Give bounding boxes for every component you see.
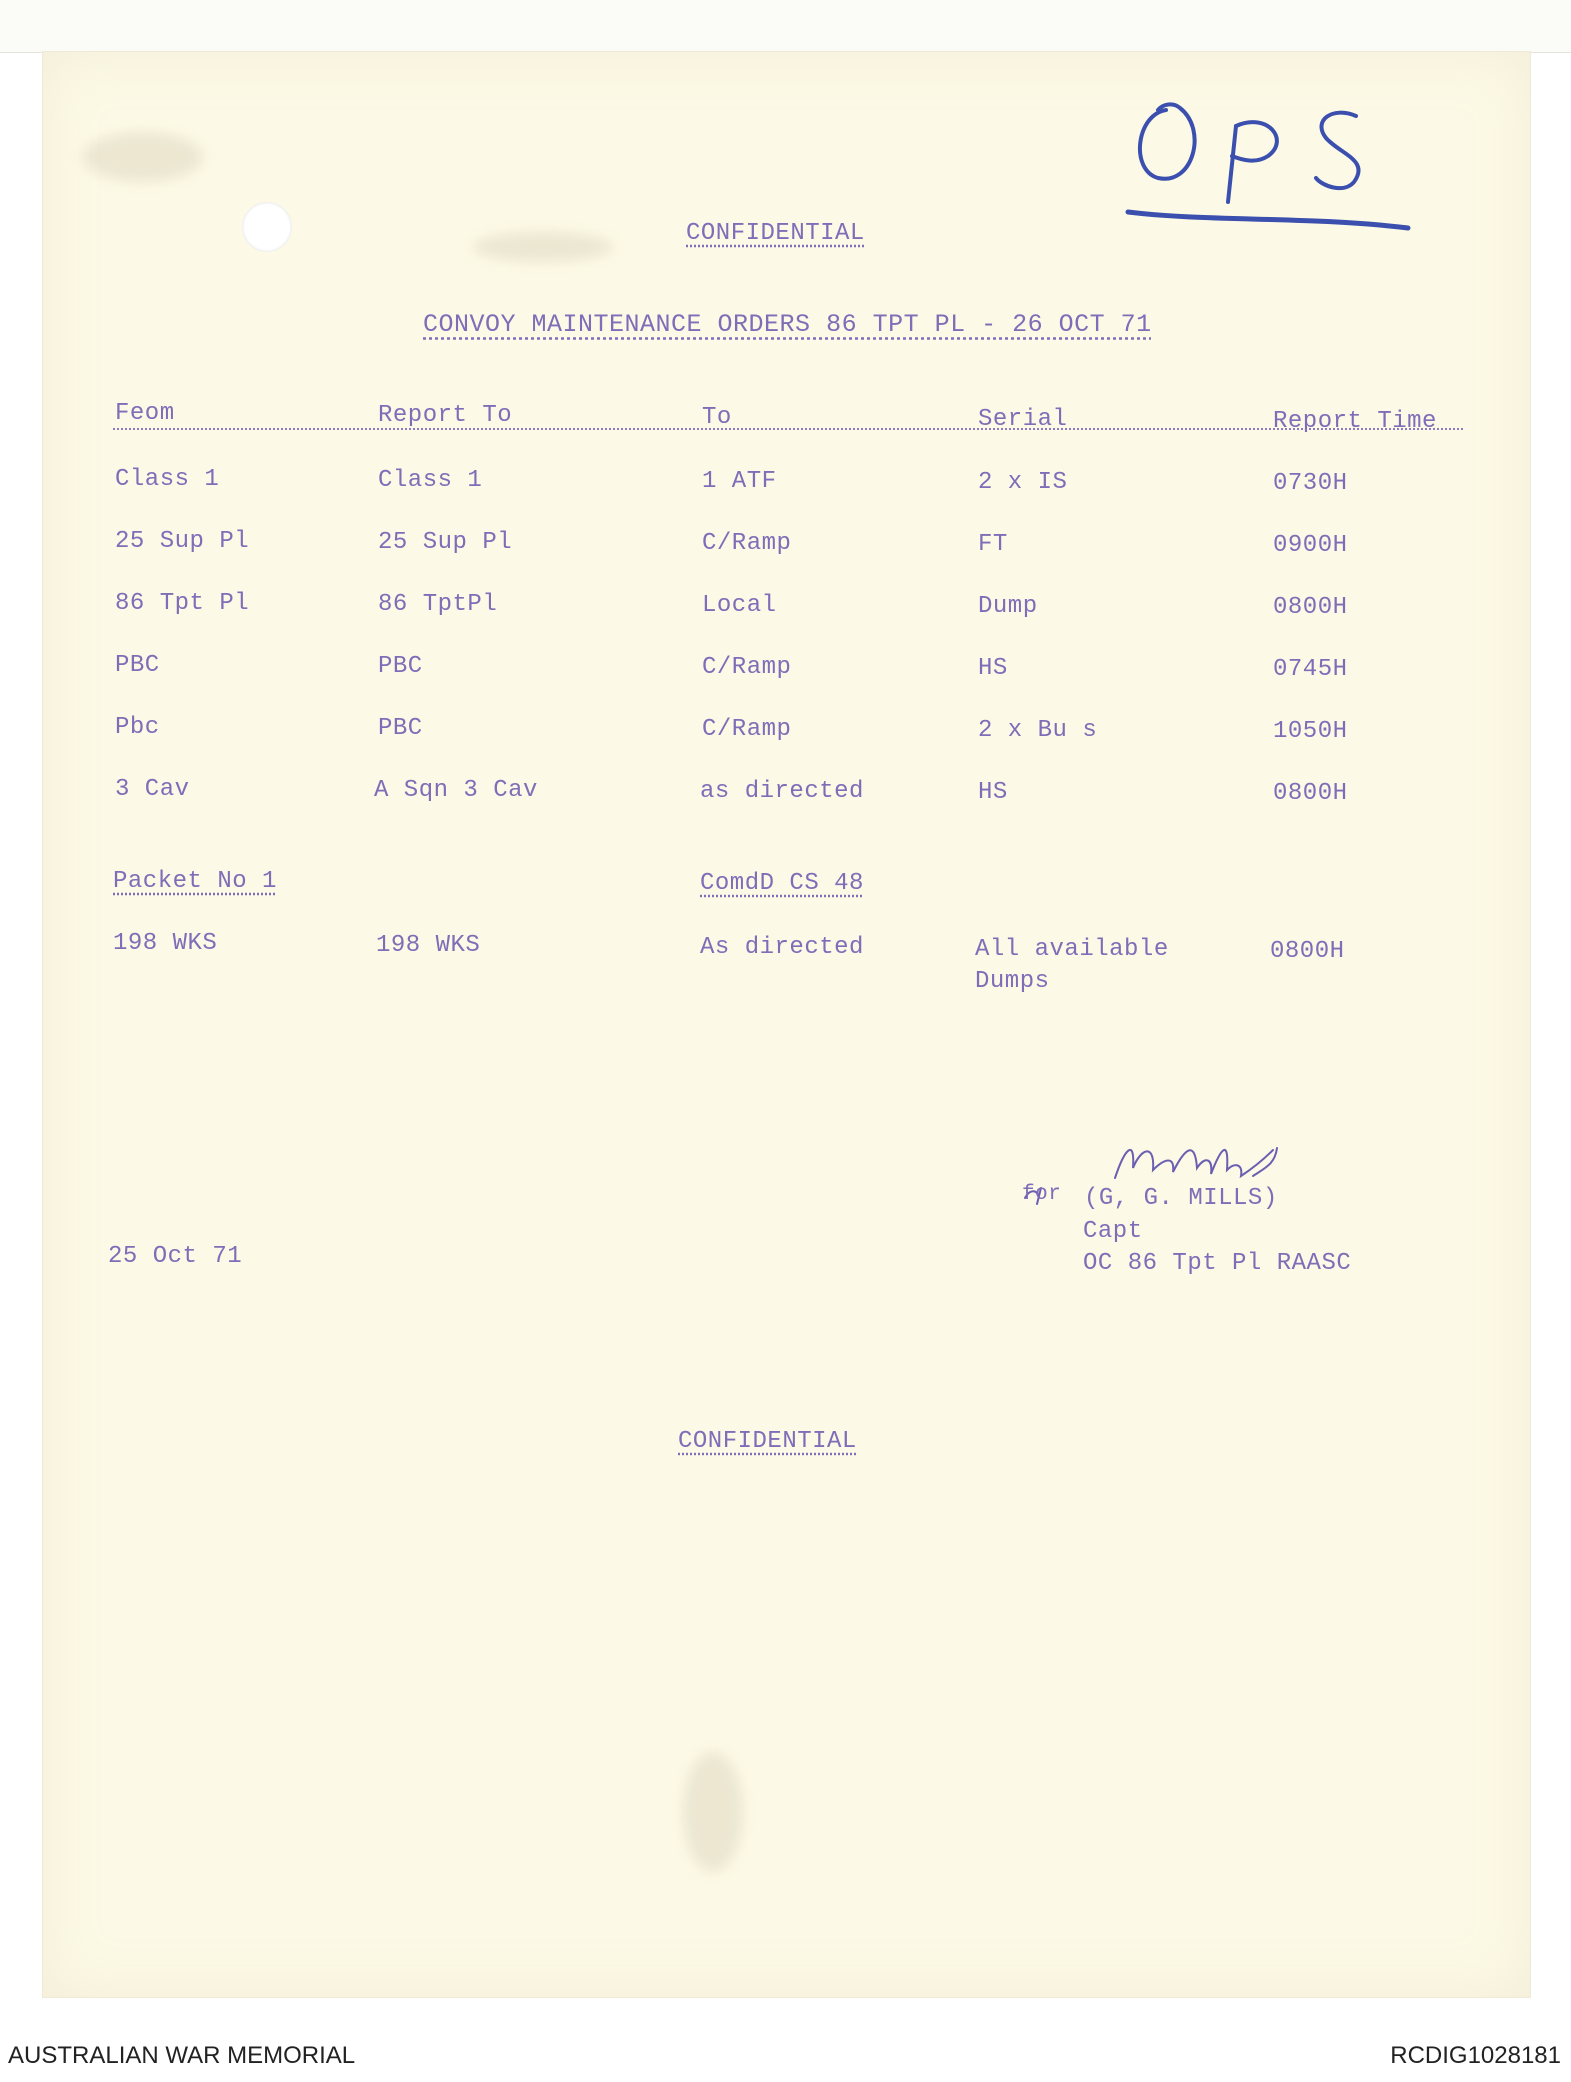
table-cell: 86 Tpt Pl (115, 590, 250, 617)
signatory-appointment: OC 86 Tpt Pl RAASC (1083, 1250, 1352, 1277)
table-cell: Dumps (975, 968, 1050, 995)
table-cell: 2 x Bu s (978, 717, 1098, 744)
table-cell: Dump (978, 593, 1038, 620)
table-cell: PBC (115, 652, 160, 679)
table-cell: 0730H (1273, 470, 1348, 497)
column-header-to: To (702, 404, 732, 431)
packet-label: Packet No 1 (113, 868, 277, 895)
table-cell: C/Ramp (702, 716, 792, 743)
footer-archive-name: AUSTRALIAN WAR MEMORIAL (8, 2042, 356, 2069)
table-cell: 1050H (1273, 718, 1348, 745)
table-cell: Class 1 (378, 467, 483, 494)
table-cell: Local (702, 592, 777, 619)
table-cell: 0800H (1273, 594, 1348, 621)
signature-for: for (1022, 1183, 1062, 1206)
table-cell: 25 Sup Pl (115, 528, 250, 555)
paper-smudge (83, 132, 203, 182)
signatory-name: (G, G. MILLS) (1084, 1185, 1278, 1212)
footer-record-id: RCDIG1028181 (1390, 2042, 1561, 2069)
table-cell: 0800H (1270, 938, 1345, 965)
table-cell: HS (978, 655, 1008, 682)
table-cell: HS (978, 779, 1008, 806)
paper-smudge (473, 232, 613, 262)
table-cell: 198 WKS (113, 930, 218, 957)
table-cell: 1 ATF (702, 468, 777, 495)
table-cell: 0745H (1273, 656, 1348, 683)
column-header-serial: Serial (978, 406, 1068, 433)
handwritten-ops-mark (1118, 90, 1418, 240)
document-date: 25 Oct 71 (108, 1243, 243, 1270)
column-header-report-to: Report To (378, 402, 513, 429)
table-cell: As directed (700, 934, 864, 961)
packet-comd: ComdD CS 48 (700, 870, 864, 897)
signatory-rank: Capt (1083, 1218, 1143, 1245)
table-cell: as directed (700, 778, 864, 805)
table-cell: FT (978, 531, 1008, 558)
table-cell: All available (975, 936, 1169, 963)
classification-top: CONFIDENTIAL (686, 220, 865, 247)
table-cell: C/Ramp (702, 654, 792, 681)
table-cell: PBC (378, 715, 423, 742)
column-header-from: Feom (115, 400, 175, 427)
document-page (43, 52, 1530, 1997)
table-cell: Class 1 (115, 466, 220, 493)
scan-top-margin (0, 0, 1571, 53)
classification-bottom: CONFIDENTIAL (678, 1428, 857, 1455)
table-cell: C/Ramp (702, 530, 792, 557)
table-cell: 2 x IS (978, 469, 1068, 496)
table-cell: A Sqn 3 Cav (374, 777, 538, 804)
table-header-rule (113, 428, 1463, 430)
table-cell: PBC (378, 653, 423, 680)
table-cell: 25 Sup Pl (378, 529, 513, 556)
punch-hole (242, 202, 292, 252)
table-cell: 198 WKS (376, 932, 481, 959)
paper-smudge (683, 1752, 743, 1872)
table-cell: 0800H (1273, 780, 1348, 807)
table-cell: 86 TptPl (378, 591, 498, 618)
column-header-report-time: Report Time (1273, 408, 1437, 435)
document-title: CONVOY MAINTENANCE ORDERS 86 TPT PL - 26 OCT 71 (423, 310, 1152, 339)
table-cell: 0900H (1273, 532, 1348, 559)
table-cell: Pbc (115, 714, 160, 741)
table-cell: 3 Cav (115, 776, 190, 803)
